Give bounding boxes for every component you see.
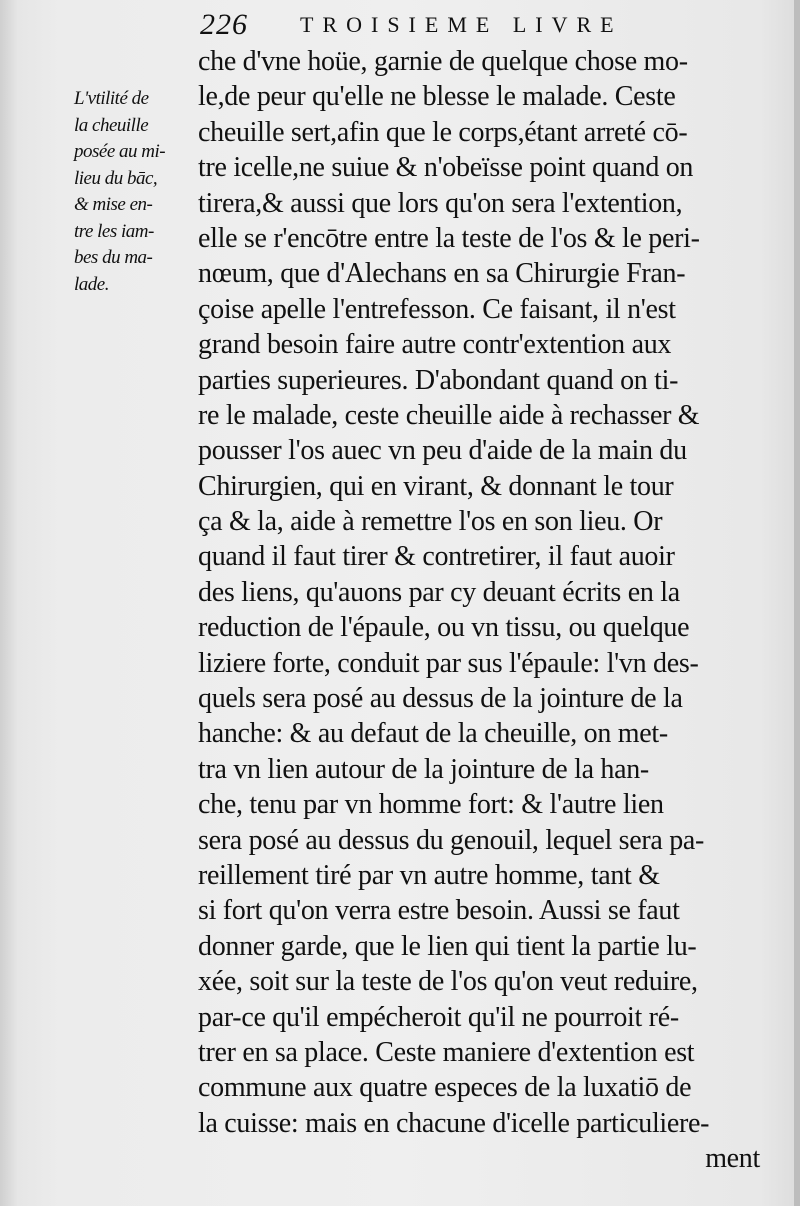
text-line: quand il faut tirer & contretirer, il faut auoir (198, 541, 675, 573)
catchword: ment (705, 1143, 760, 1175)
text-line: re le malade, ceste cheuille aide à rechasser & (198, 399, 700, 431)
text-line: cheuille sert,afin que le corps,étant arreté cō- (198, 116, 688, 148)
text-line: tra vn lien autour de la jointure de la han- (198, 753, 649, 785)
margin-note (74, 86, 196, 298)
text-line: par-ce qu'il empécheroit qu'il ne pourroit ré- (198, 1001, 679, 1033)
page-header (200, 8, 790, 44)
text-line: commune aux quatre especes de la luxatiō de (198, 1072, 692, 1104)
text-line: grand besoin faire autre contr'extention aux (198, 329, 672, 361)
text-line: che, tenu par vn homme fort: & l'autre lien (198, 789, 664, 821)
page-edge-shadow (794, 0, 800, 1206)
text-line: le,de peur qu'elle ne blesse le malade. Ceste (198, 81, 676, 113)
text-line: reillement tiré par vn autre homme, tant & (198, 859, 660, 891)
text-line: Chirurgien, qui en virant, & donnant le tour (198, 470, 674, 502)
body-text (198, 44, 782, 1177)
text-line: che d'vne hoüe, garnie de quelque chose mo- (198, 46, 688, 77)
text-line: trer en sa place. Ceste maniere d'extention est (198, 1036, 695, 1068)
margin-note-line: bes du ma- (74, 247, 153, 268)
text-line: donner garde, que le lien qui tient la partie lu- (198, 930, 697, 962)
text-line: reduction de l'épaule, ou vn tissu, ou quelque (198, 612, 690, 644)
text-line: si fort qu'on verra estre besoin. Aussi se faut (198, 895, 680, 927)
page-number: 226 (200, 8, 248, 41)
margin-note-line: & mise en- (74, 194, 153, 215)
margin-note-line: lade. (74, 273, 109, 295)
text-line: pousser l'os auec vn peu d'aide de la main du (198, 435, 687, 467)
text-line: çoise apelle l'entrefesson. Ce faisant, il n'est (198, 293, 676, 325)
text-line: quels sera posé au dessus de la jointure de la (198, 683, 683, 715)
text-line: nœum, que d'Alechans en sa Chirurgie Fran- (198, 258, 686, 290)
text-line: hanche: & au defaut de la cheuille, on met- (198, 718, 668, 750)
running-title: TROISIEME LIVRE (300, 12, 623, 37)
text-line: ça & la, aide à remettre l'os en son lieu. Or (198, 506, 663, 538)
margin-note-line: la cheuille (74, 114, 149, 136)
margin-note-line: lieu du bāc, (74, 167, 158, 189)
margin-note-line: tre les iam- (74, 220, 154, 242)
margin-note-line: posée au mi- (74, 141, 166, 162)
text-line: liziere forte, conduit par sus l'épaule: l'vn des- (198, 647, 699, 679)
text-line: elle se r'encōtre entre la teste de l'os & le peri- (198, 222, 700, 254)
text-line: tre icelle,ne suiue & n'obeïsse point quand on (198, 152, 694, 184)
text-line: la cuisse: mais en chacune d'icelle particuliere- (198, 1107, 710, 1139)
text-line: des liens, qu'auons par cy deuant écrits en la (198, 576, 680, 608)
text-line: sera posé au dessus du genouil, lequel sera pa- (198, 824, 705, 856)
text-line: tirera,& aussi que lors qu'on sera l'extention, (198, 187, 683, 219)
text-line: xée, soit sur la teste de l'os qu'on veut reduire, (198, 966, 698, 998)
margin-note-line: L'vtilité de (74, 88, 149, 109)
text-line: parties superieures. D'abondant quand on ti- (198, 364, 679, 396)
